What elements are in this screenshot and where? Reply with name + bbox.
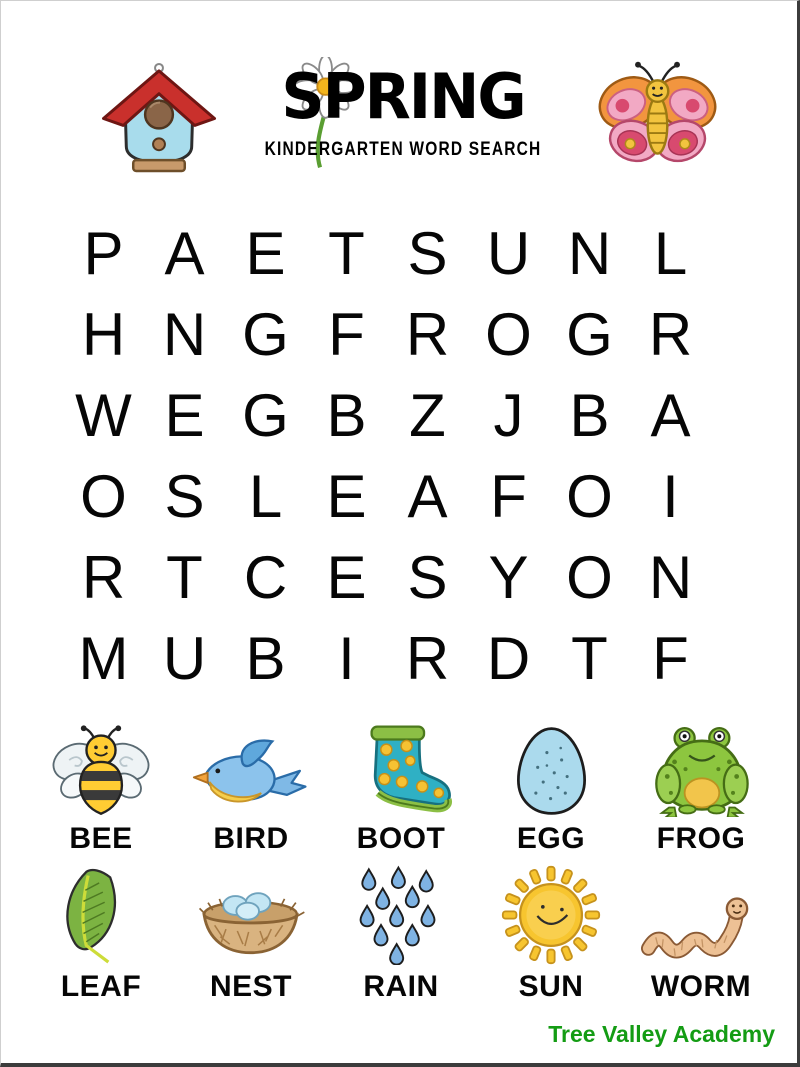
word-search-grid bbox=[63, 213, 711, 699]
word-item bbox=[176, 719, 326, 861]
word-label: BEE bbox=[69, 822, 133, 855]
grid-letter: H bbox=[81, 301, 126, 368]
grid-letter: T bbox=[166, 544, 203, 611]
grid-letter: J bbox=[493, 382, 524, 449]
grid-letter: E bbox=[164, 382, 205, 449]
grid-row bbox=[63, 618, 711, 699]
word-item bbox=[476, 719, 626, 861]
bird-icon bbox=[186, 719, 316, 817]
word-item bbox=[626, 867, 776, 1009]
grid-letter: I bbox=[662, 463, 679, 530]
grid-row bbox=[63, 375, 711, 456]
grid-letter: E bbox=[326, 544, 367, 611]
worm-icon bbox=[636, 867, 766, 965]
grid-letter: U bbox=[162, 625, 207, 692]
word-label: LEAF bbox=[60, 970, 142, 1003]
grid-letter: E bbox=[326, 463, 367, 530]
grid-letter: N bbox=[162, 301, 207, 368]
sun-icon bbox=[486, 867, 616, 965]
boot-icon bbox=[336, 719, 466, 817]
grid-letter: L bbox=[248, 463, 283, 530]
word-list-row-1 bbox=[26, 719, 776, 861]
grid-letter: G bbox=[566, 301, 613, 368]
credit-text: Tree Valley Academy bbox=[548, 1021, 775, 1047]
page-title: SPRING bbox=[281, 60, 525, 134]
leaf-icon bbox=[36, 867, 166, 965]
grid-letter: I bbox=[338, 625, 355, 692]
grid-letter: R bbox=[81, 544, 126, 611]
grid-letter: T bbox=[328, 220, 365, 287]
rain-icon bbox=[336, 867, 466, 965]
grid-letter: B bbox=[326, 382, 367, 449]
grid-letter: D bbox=[486, 625, 531, 692]
egg-icon bbox=[486, 719, 616, 817]
grid-letter: A bbox=[407, 463, 448, 530]
word-label: FROG bbox=[656, 822, 746, 855]
butterfly-icon bbox=[597, 57, 719, 173]
grid-letter: R bbox=[405, 301, 450, 368]
grid-letter: M bbox=[78, 625, 129, 692]
grid-letter: A bbox=[650, 382, 691, 449]
grid-letter: L bbox=[653, 220, 688, 287]
grid-letter: F bbox=[328, 301, 365, 368]
grid-letter: W bbox=[75, 382, 132, 449]
grid-row bbox=[63, 213, 711, 294]
grid-letter: A bbox=[164, 220, 205, 287]
grid-letter: O bbox=[566, 463, 613, 530]
word-item bbox=[176, 867, 326, 1009]
grid-letter: N bbox=[648, 544, 693, 611]
grid-row bbox=[63, 537, 711, 618]
frog-icon bbox=[636, 719, 766, 817]
word-label: NEST bbox=[209, 970, 292, 1003]
word-item bbox=[326, 719, 476, 861]
grid-letter: B bbox=[245, 625, 286, 692]
grid-letter: F bbox=[490, 463, 527, 530]
grid-row bbox=[63, 456, 711, 537]
bee-icon bbox=[36, 719, 166, 817]
grid-letter: F bbox=[652, 625, 689, 692]
word-item bbox=[26, 867, 176, 1009]
grid-letter: S bbox=[164, 463, 205, 530]
grid-letter: Y bbox=[488, 544, 529, 611]
grid-letter: G bbox=[242, 301, 289, 368]
birdhouse-icon bbox=[83, 61, 235, 175]
grid-letter: R bbox=[405, 625, 450, 692]
grid-letter: N bbox=[567, 220, 612, 287]
word-item bbox=[26, 719, 176, 861]
grid-letter: U bbox=[486, 220, 531, 287]
word-label: RAIN bbox=[363, 970, 439, 1003]
word-item bbox=[476, 867, 626, 1009]
grid-letter: R bbox=[648, 301, 693, 368]
word-label: BIRD bbox=[213, 822, 289, 855]
word-item bbox=[626, 719, 776, 861]
nest-icon bbox=[186, 867, 316, 965]
grid-row bbox=[63, 294, 711, 375]
word-label: SUN bbox=[518, 970, 584, 1003]
grid-letter: S bbox=[407, 220, 448, 287]
grid-letter: T bbox=[571, 625, 608, 692]
word-label: WORM bbox=[650, 970, 752, 1003]
grid-letter: O bbox=[566, 544, 613, 611]
grid-letter: G bbox=[242, 382, 289, 449]
grid-letter: O bbox=[80, 463, 127, 530]
grid-letter: P bbox=[83, 220, 124, 287]
page-subtitle: KINDERGARTEN WORD SEARCH bbox=[264, 138, 542, 160]
title-block bbox=[263, 59, 543, 159]
grid-letter: E bbox=[245, 220, 286, 287]
word-label: EGG bbox=[516, 822, 586, 855]
grid-letter: O bbox=[485, 301, 532, 368]
grid-letter: B bbox=[569, 382, 610, 449]
word-item bbox=[326, 867, 476, 1009]
grid-letter: Z bbox=[409, 382, 446, 449]
grid-letter: S bbox=[407, 544, 448, 611]
grid-letter: C bbox=[243, 544, 288, 611]
word-label: BOOT bbox=[356, 822, 446, 855]
word-list-row-2 bbox=[26, 867, 776, 1009]
